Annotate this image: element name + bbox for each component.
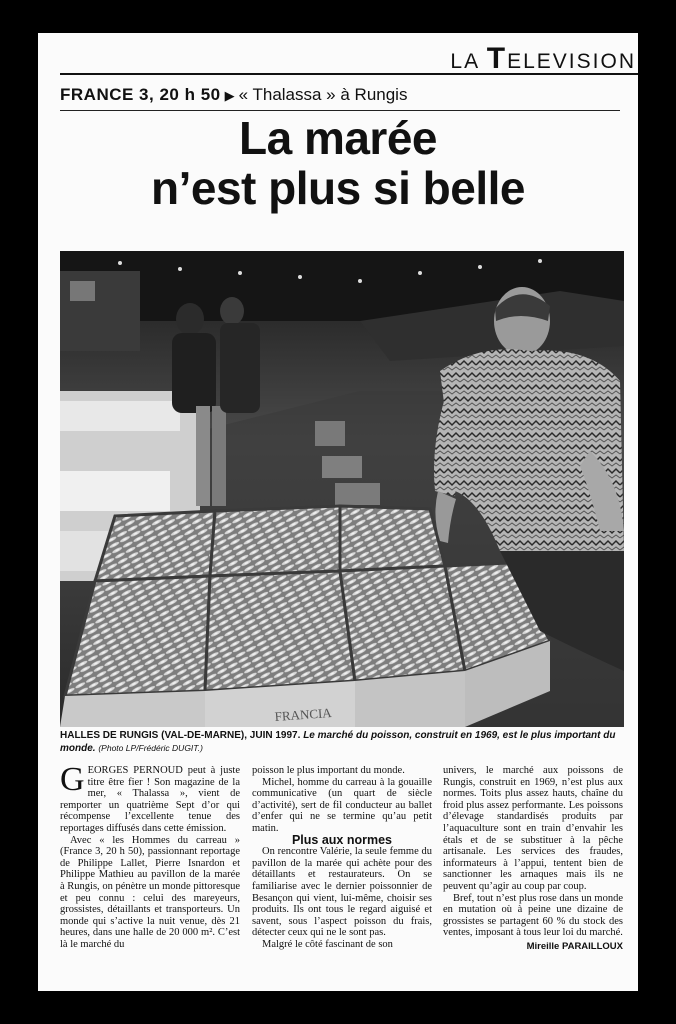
kicker: [60, 85, 407, 105]
article-paragraph: Avec « les Hommes du carreau » (France 3, 20 h 50), passionnant reportage de Philippe Lallet, Pierre Isnardon et Philippe Mathieu au pavillon de la marée à Rungis, on pénètre un monde pittoresque et peu connu : celui des mareyeurs, grossistes, détaillants et transporteurs. Un monde qui s’active la nuit venue, dès 21 heures, dans une halle de 20 000 m². C’est là le marché du: [60, 834, 240, 950]
article-paragraph: univers, le marché aux poissons de Rungis, construit en 1969, n’est plus aux normes. Toits plus assez hauts, chaîne du froid plus assez performante. Les poissons d’élevage standardisés produits par l’aquaculture sont en train d’envahir les étals et de se substituer à la pêche artisanale. Les services des fraudes, informateurs à l’appui, tentent bien de sanctionner les arnaques mais ils ne peuvent qu’agir au coup par coup.: [443, 765, 623, 892]
section-header: [450, 42, 636, 76]
kicker-channel: FRANCE 3, 20 h 50: [60, 85, 221, 104]
headline: [38, 113, 638, 213]
article-column-3: [443, 765, 623, 953]
kicker-underline: [60, 110, 620, 111]
section-header-prefix: LA: [450, 50, 487, 73]
article-paragraph: Michel, homme du carreau à la gouaille communicative (un quart de siècle d’activité), sert de fil conducteur au ballet d’enfer qui ne se termine qu’au petit matin.: [252, 776, 432, 834]
caption-credit: (Photo LP/Frédéric DUGIT.): [98, 743, 203, 753]
article-paragraph: Malgré le côté fascinant de son: [262, 938, 393, 950]
headline-line-1: La marée: [238, 112, 437, 164]
header-rule: [60, 73, 638, 75]
caption-place: HALLES DE RUNGIS (VAL-DE-MARNE), JUIN 1997.: [60, 730, 301, 741]
play-arrow-icon: ▶: [224, 88, 235, 103]
article-paragraph: poisson le plus important du monde.: [252, 765, 405, 776]
section-header-initial: T: [486, 42, 508, 75]
drop-cap: G: [60, 761, 85, 798]
newspaper-clipping: [38, 33, 638, 991]
article-column-1: [60, 761, 240, 951]
fish-market-photo: [60, 251, 624, 727]
article-paragraph: On rencontre Valérie, la seule femme du pavillon de la marée qui achète pour des détaillants et restaurateurs. On se familiarise avec le dernier poissonnier de Besançon qui vient, lui-même, choisir ses produits. Ils ont tous le regard aiguisé et savent, sous l’aspect poisson du frais, détecter ceux qui ne le sont pas.: [252, 846, 432, 939]
author-signature: Mireille PARAILLOUX: [526, 940, 623, 952]
kicker-program: « Thalassa » à Rungis: [238, 85, 408, 104]
article-paragraph: Bref, tout n’est plus rose dans un monde en mutation où à peine une dizaine de grossistes se partagent 60 % du stock des ventes, imposant à tous leur loi du marché.: [443, 892, 623, 939]
subheading: Plus aux normes: [291, 832, 393, 847]
headline-line-2: n’est plus si belle: [151, 162, 525, 214]
crate-marking: FRANCIA: [274, 705, 333, 724]
section-header-rest: ELEVISION: [507, 50, 636, 73]
paragraph-text: EORGES PERNOUD peut à juste titre être fier ! Son magazine de la mer, « Thalassa », vient de remporter un quatrième Sept d’or qui récompense l’excellente tenue des reportages diffusés dans cette émission.: [60, 765, 240, 834]
caption-text: Le marché du poisson, construit en 1969, est le plus important du monde.: [60, 730, 616, 754]
photo-caption: [60, 730, 626, 755]
article-column-2: [252, 765, 432, 951]
article-paragraph: [60, 761, 240, 835]
